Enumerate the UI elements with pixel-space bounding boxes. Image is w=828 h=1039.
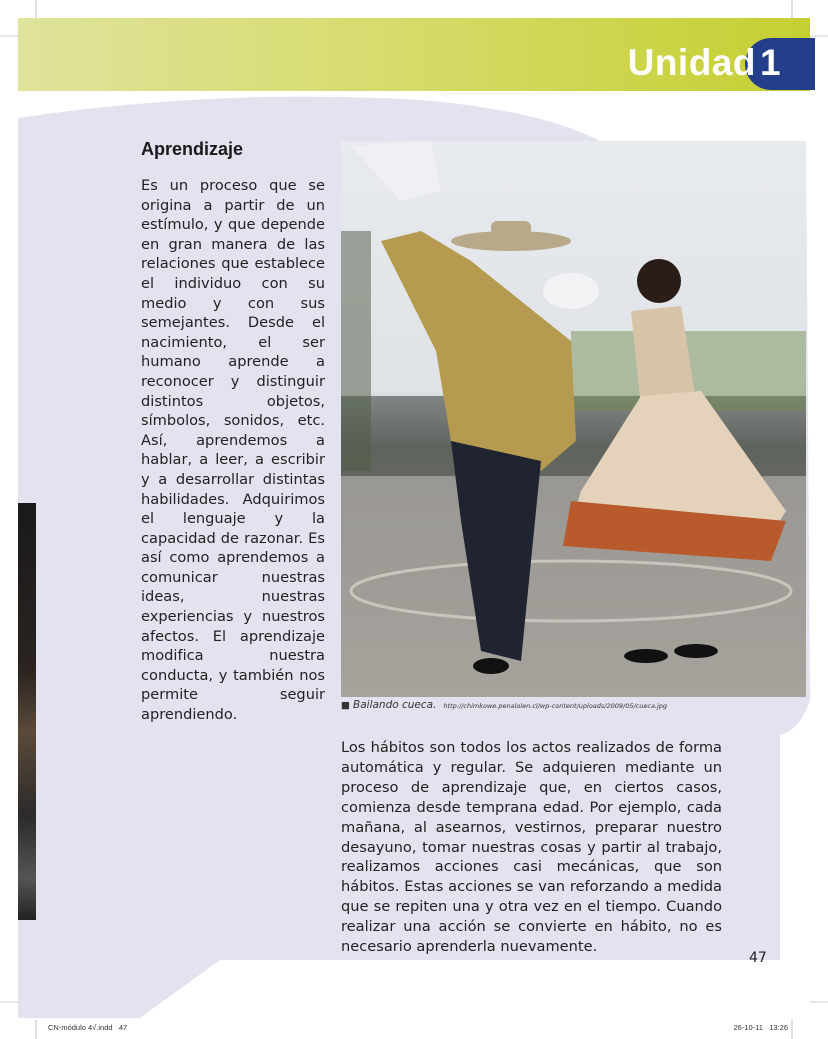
caption-url: http://chimkowe.penalolen.cl/wp-content/uploads/2009/05/cueca.jpg (443, 702, 668, 710)
page-number: 47 (749, 950, 767, 966)
unit-number: 1 (760, 42, 781, 83)
footer-file: CN-módulo 4√.indd 47 (48, 1023, 128, 1032)
footer-datetime: 26-10-11 13:26 (733, 1023, 788, 1032)
section-heading: Aprendizaje (141, 139, 244, 159)
side-photo-strip (18, 503, 36, 920)
section-paragraph: Es un proceso que se origina a partir de un estímulo, y que depende en gran manera de las relaciones que establece el individuo con su medio y con sus semejantes. Desde el nacimiento, el ser humano aprende a reconocer y distinguir distintos objetos, símbolos, sonidos, etc. Así, aprendemos a hablar, a leer, a escribir y a desarrollar distintas habilidades. Adquirimos el lenguaje y la capacidad de razonar. Es así como aprendemos a comunicar nuestras ideas, nuestras experiencias y nuestros afectos. El aprendizaje modifica nuestra conducta, y también nos permite seguir aprendiendo. (141, 177, 325, 724)
caption-title: Bailando cueca. (353, 699, 437, 711)
body-paragraph: Los hábitos son todos los actos realizados de forma automática y regular. Se adquieren mediante un proceso de aprendizaje que, en ciertos casos, comienza desde temprana edad. Por ejemplo, cada mañana, al asearnos, vestirnos, preparar nuestro desayuno, tomar nuestras cosas y partir al trabajo, realizamos acciones casi mecánicas, que son hábitos. Estas acciones se van reforzando a medida que se repiten una y otra vez en el tiempo. Cuando realizar una acción se convierte en hábito, no es necesario aprenderla nuevamente. (341, 739, 722, 956)
cueca-dance-photo (341, 141, 806, 697)
caption-bullet-icon: ■ (341, 700, 350, 711)
photo-caption (341, 699, 667, 711)
unit-label: Unidad (627, 42, 756, 83)
